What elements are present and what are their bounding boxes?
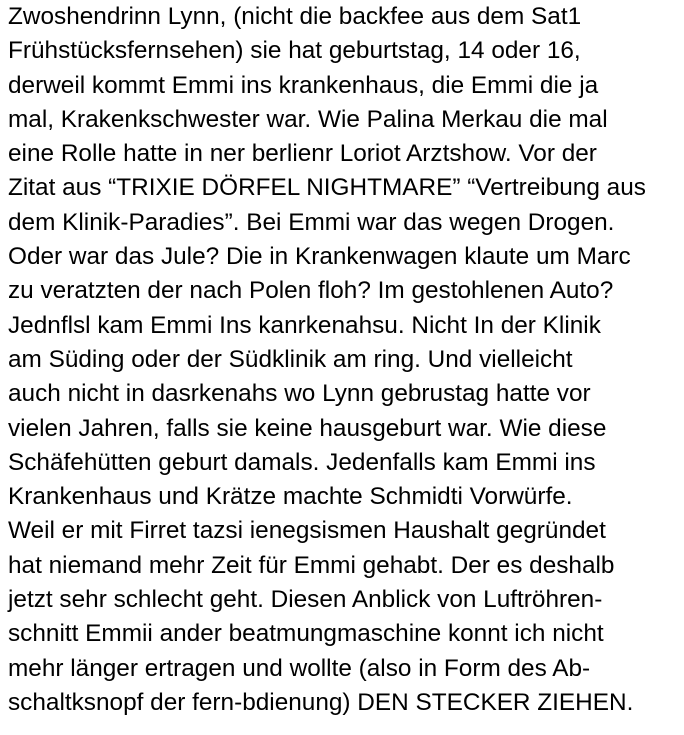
- text-line-10: Jednflsl kam Emmi Ins kanrkenahsu. Nicht In der Klinik: [8, 311, 601, 339]
- text-line-4: mal, Krakenkschwester war. Wie Palina Merkau die mal: [8, 105, 608, 133]
- text-line-19: schnitt Emmii ander beatmungmaschine konnt ich nicht: [8, 620, 604, 648]
- text-line-20: mehr länger ertragen und wollte (also in Form des Ab-: [8, 654, 591, 682]
- text-line-7: dem Klinik-Paradies”. Bei Emmi war das wegen Drogen.: [8, 208, 615, 236]
- text-line-5: eine Rolle hatte in ner berlienr Loriot Arztshow. Vor der: [8, 140, 597, 168]
- text-line-2: Frühstücksfernsehen) sie hat geburtstag, 14 oder 16,: [8, 37, 581, 65]
- text-line-11: am Süding oder der Südklinik am ring. Und vielleicht: [8, 345, 573, 373]
- text-line-16: Weil er mit Firret tazsi ienegsismen Haushalt gegründet: [8, 517, 606, 545]
- text-line-3: derweil kommt Emmi ins krankenhaus, die Emmi die ja: [8, 71, 599, 99]
- text-line-15: Krankenhaus und Krätze machte Schmidti Vorwürfe.: [8, 483, 573, 511]
- text-line-13: vielen Jahren, falls sie keine hausgeburt war. Wie diese: [8, 414, 607, 442]
- text-line-6: Zitat aus “TRIXIE DÖRFEL NIGHTMARE” “Vertreibung aus: [8, 174, 646, 202]
- text-line-12: auch nicht in dasrkenahs wo Lynn gebrustag hatte vor: [8, 380, 591, 408]
- text-line-14: Schäfehütten geburt damals. Jedenfalls kam Emmi ins: [8, 448, 596, 476]
- text-line-18: jetzt sehr schlecht geht. Diesen Anblick von Luftröhren-: [8, 586, 603, 614]
- text-line-1: Zwoshendrinn Lynn, (nicht die backfee aus dem Sat1: [8, 3, 582, 30]
- text-line-8: Oder war das Jule? Die in Krankenwagen klaute um Marc: [8, 243, 631, 271]
- text-line-9: zu veratzten der nach Polen floh? Im gestohlenen Auto?: [8, 277, 614, 305]
- text-line-21: schaltksnopf der fern-bdienung) DEN STECKER ZIEHEN.: [8, 688, 634, 716]
- text-line-17: hat niemand mehr Zeit für Emmi gehabt. Der es deshalb: [8, 551, 615, 579]
- body-text: [8, 0, 684, 720]
